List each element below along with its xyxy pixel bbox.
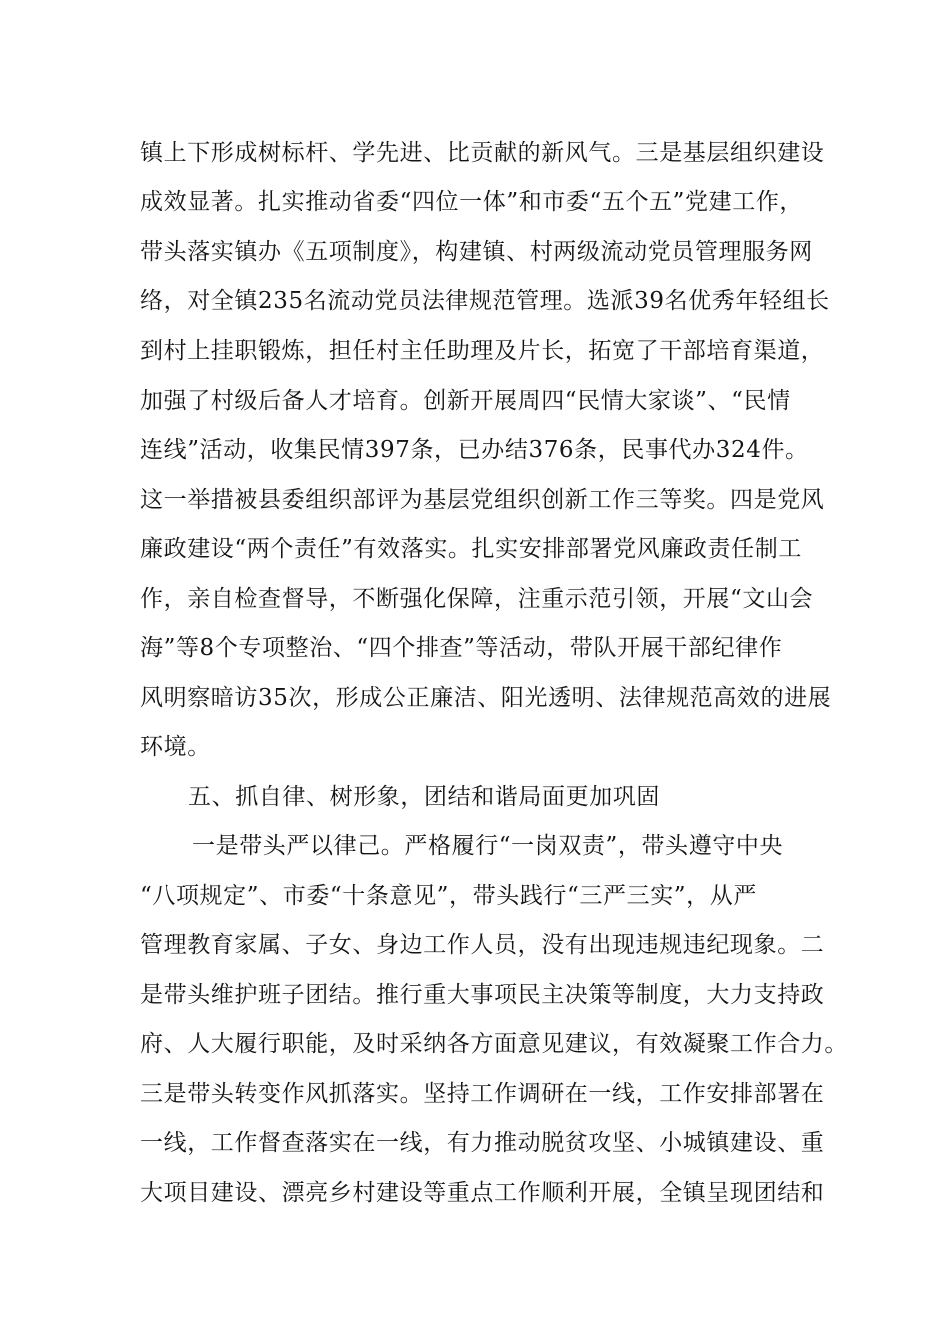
paragraph-line: 府、人大履行职能，及时采纳各方面意见建议，有效凝聚工作合力。 <box>140 1031 848 1057</box>
paragraph-line: 风明察暗访35次，形成公正廉洁、阳光透明、法律规范高效的进展 <box>140 685 832 711</box>
paragraph-line: 是带头维护班子团结。推行重大事项民主决策等制度，大力支持政 <box>140 982 825 1008</box>
paragraph-line: 这一举措被县委组织部评为基层党组织创新工作三等奖。四是党风 <box>140 487 825 513</box>
paragraph-line: 一是带头严以律己。严格履行“一岗双责”，带头遵守中央 <box>192 833 784 859</box>
paragraph-line: 络，对全镇235名流动党员法律规范管理。选派39名优秀年轻组长 <box>140 288 830 314</box>
paragraph-line: 作，亲自检查督导，不断强化保障，注重示范引领，开展“文山会 <box>140 586 814 612</box>
paragraph-line: 到村上挂职锻炼，担任村主任助理及片长，拓宽了干部培育渠道， <box>140 338 825 364</box>
paragraph-line: “八项规定”、市委“十条意见”，带头践行“三严三实”，从严 <box>140 883 757 909</box>
paragraph-line: 廉政建设“两个责任”有效落实。扎实安排部署党风廉政责任制工 <box>140 536 802 562</box>
paragraph-line: 带头落实镇办《五项制度》，构建镇、村两级流动党员管理服务网 <box>140 239 813 265</box>
paragraph-line: 三是带头转变作风抓落实。坚持工作调研在一线，工作安排部署在 <box>140 1081 825 1107</box>
paragraph-line: 大项目建设、漂亮乡村建设等重点工作顺利开展，全镇呈现团结和 <box>140 1180 825 1206</box>
paragraph-line: 镇上下形成树标杆、学先进、比贡献的新风气。三是基层组织建设 <box>140 140 825 166</box>
paragraph-line: 连线”活动，收集民情397条，已办结376条，民事代办324件。 <box>140 437 809 463</box>
paragraph-line: 成效显著。扎实推动省委“四位一体”和市委“五个五”党建工作， <box>140 189 804 215</box>
paragraph-line: 环境。 <box>140 734 211 760</box>
section-heading: 五、抓自律、树形象，团结和谐局面更加巩固 <box>188 784 660 810</box>
paragraph-line: 管理教育家属、子女、身边工作人员，没有出现违规违纪现象。二 <box>140 932 825 958</box>
paragraph-line: 一线，工作督查落实在一线，有力推动脱贫攻坚、小城镇建设、重 <box>140 1130 825 1156</box>
paragraph-line: 加强了村级后备人才培育。创新开展周四“民情大家谈”、“民情 <box>140 388 791 414</box>
paragraph-line: 海”等8个专项整治、“四个排查”等活动，带队开展干部纪律作 <box>140 635 783 661</box>
